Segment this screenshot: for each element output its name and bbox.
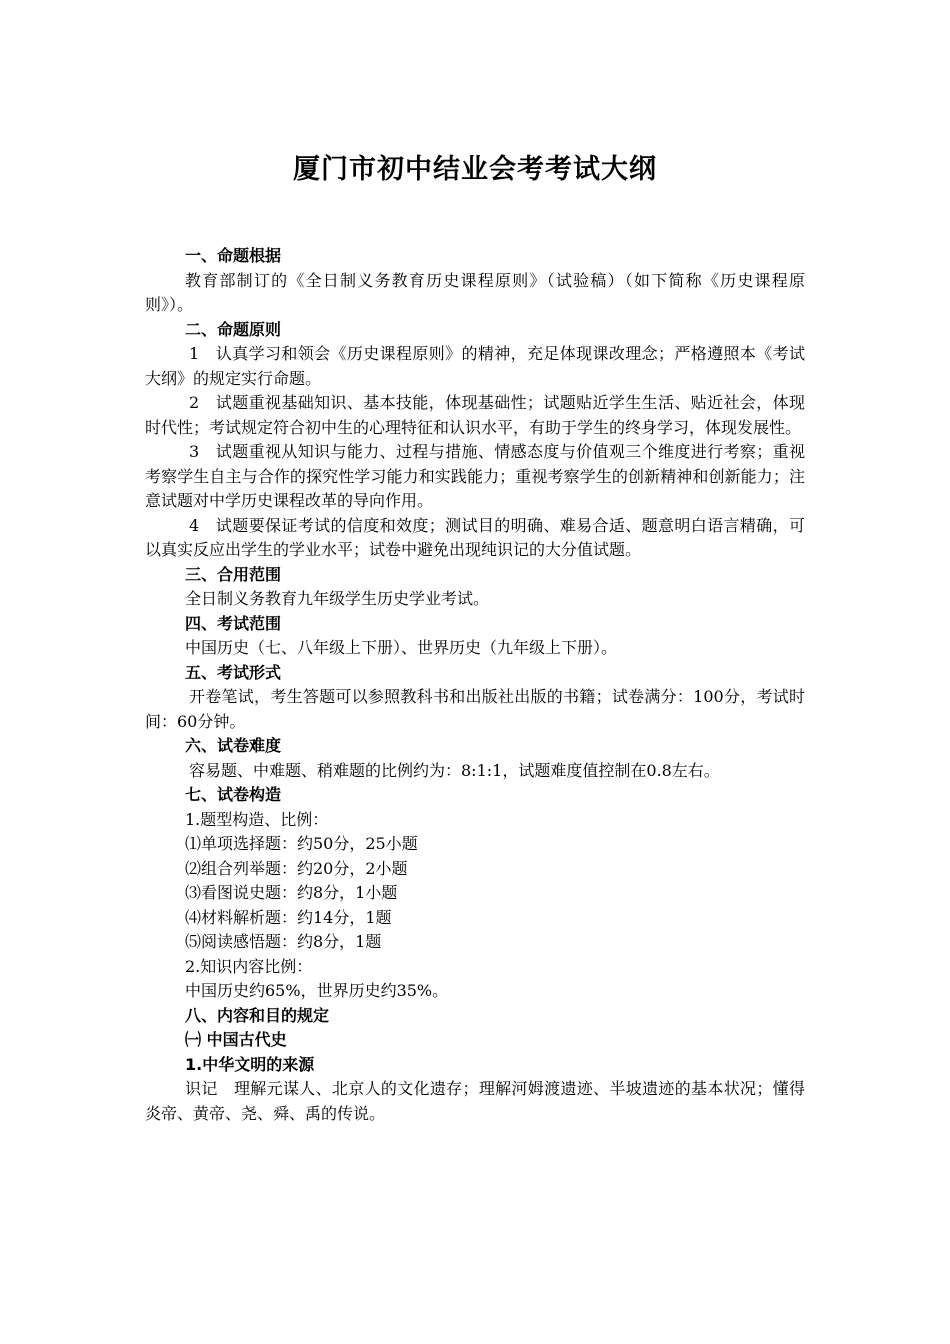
list-item: ⑷材料解析题：约14分，1题 (185, 907, 392, 927)
paragraph: 识记 理解元谋人、北京人的文化遗存；理解河姆渡遗迹、半坡遗迹的基本状况；懂得炎帝、黄帝、尧、舜、禹的传说。 (145, 1079, 805, 1123)
list-item: 1.题型构造、比例： (185, 809, 329, 829)
paragraph: 4 试题要保证考试的信度和效度；测试目的明确、难易合适、题意明白语言精确，可以真实反应出学生的学业水平；试卷中避免出现纯识记的大分值试题。 (145, 515, 805, 559)
list-item: 2.知识内容比例： (185, 956, 313, 976)
section-heading-8: 八、内容和目的规定 (185, 1005, 330, 1025)
section-heading-4: 四、考试范围 (185, 613, 282, 633)
subsection-heading: 1.中华文明的来源 (185, 1054, 315, 1074)
section-heading-1: 一、命题根据 (185, 246, 282, 265)
section-heading-5: 五、考试形式 (185, 662, 282, 682)
paragraph: 全日制义务教育九年级学生历史学业考试。 (185, 589, 490, 608)
section-heading-7: 七、试卷构造 (185, 785, 282, 804)
paragraph: 1 认真学习和领会《历史课程原则》的精神，充足体现课改理念；严格遵照本《考试大纲》的规定实行命题。 (145, 344, 805, 388)
paragraph: 教育部制订的《全日制义务教育历史课程原则》（试验稿）（如下简称《历史课程原则》）。 (145, 270, 805, 314)
paragraph: 3 试题重视从知识与能力、过程与措施、情感态度与价值观三个维度进行考察；重视考察学生自主与合作的探究性学习能力和实践能力；重视考察学生的创新精神和创新能力；注意试题对中学历史课程改革的导向作用。 (145, 442, 805, 510)
document-title: 厦门市初中结业会考考试大纲 (293, 154, 657, 185)
paragraph: 开卷笔试，考生答题可以参照教科书和出版社出版的书籍；试卷满分：100分，考试时间：60分钟。 (145, 687, 805, 731)
subsection-heading: ㈠ 中国古代史 (185, 1030, 287, 1049)
paragraph: 容易题、中难题、稍难题的比例约为：8:1:1，试题难度值控制在0.8左右。 (189, 760, 720, 780)
section-heading-3: 三、合用范围 (185, 564, 282, 584)
list-item: ⑵组合列举题：约20分，2小题 (185, 858, 408, 878)
document-body (145, 244, 805, 1126)
list-item: ⑸阅读感悟题：约8分，1题 (185, 932, 382, 951)
paragraph: 2 试题重视基础知识、基本技能，体现基础性；试题贴近学生生活、贴近社会，体现时代性；考试规定符合初中生的心理特征和认识水平，有助于学生的终身学习，体现发展性。 (145, 393, 805, 437)
list-item: ⑴单项选择题：约50分，25小题 (185, 834, 418, 853)
list-item: 中国历史约65%，世界历史约35%。 (185, 981, 449, 1000)
section-heading-6: 六、试卷难度 (185, 736, 282, 755)
list-item: ⑶看图说史题：约8分，1小题 (185, 883, 398, 902)
paragraph: 中国历史（七、八年级上下册）、世界历史（九年级上下册）。 (185, 638, 618, 657)
section-heading-2: 二、命题原则 (185, 319, 282, 339)
